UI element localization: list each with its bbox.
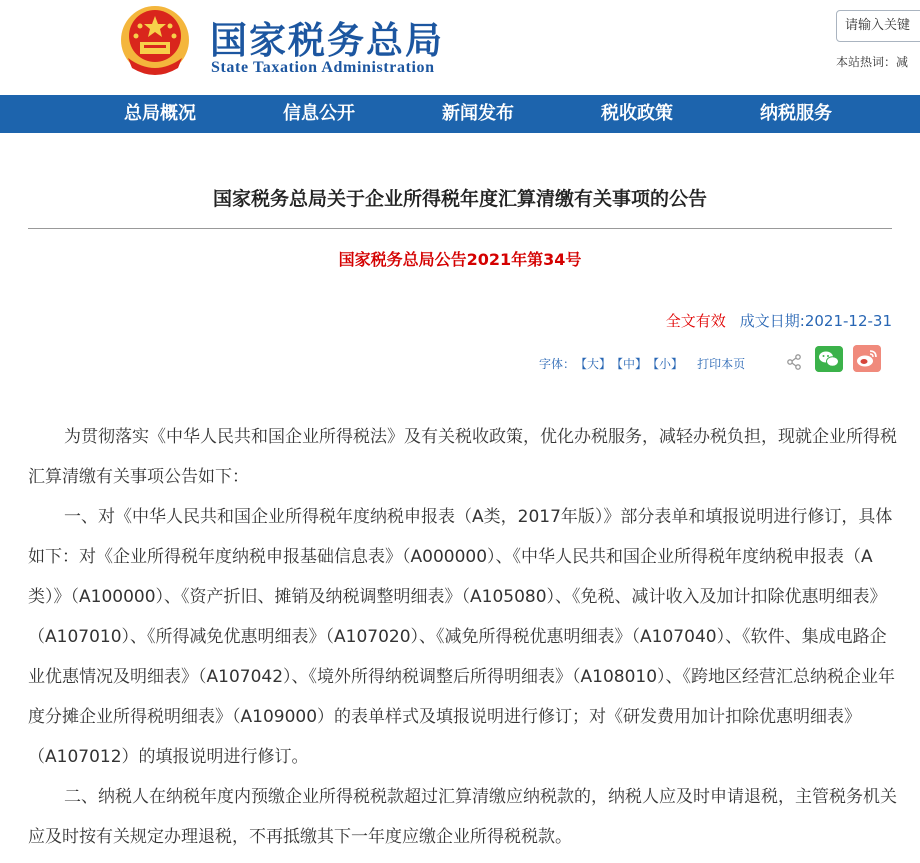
nav-item-info-disclosure[interactable]: 信息公开	[283, 103, 355, 124]
paragraph-item-1: 一、对《中华人民共和国企业所得税年度纳税申报表（A类，2017年版）》部分表单和填报说明进行修订，具体如下：对《企业所得税年度纳税申报基础信息表》（A000000）、《中华人民共和国企业所得税年度纳税申报表（A类）》（A100000）、《资产折旧、摊销及纳税调整明细表》（A105080）、《免税、减计收入及加计扣除优惠明细表》（A107010）、《所得减免优惠明细表》（A107020）、《减免所得税优惠明细表》（A107040）、《软件、集成电路企业优惠情况及明细表》（A107042）、《境外所得纳税调整后所得明细表》（A108010）、《跨地区经营汇总纳税企业年度分摊企业所得税明细表》（A109000）的表单样式及填报说明进行修订；对《研发费用加计扣除优惠明细表》（A107012）的填报说明进行修订。	[28, 507, 896, 767]
issue-date: 成文日期:2021-12-31	[739, 312, 892, 330]
article-meta	[666, 310, 892, 331]
site-logo-english[interactable]: State Taxation Administration	[211, 59, 435, 76]
paragraph-intro: 为贯彻落实《中华人民共和国企业所得税法》及有关税收政策，优化办税服务，减轻办税负担，现就企业所得税汇算清缴有关事项公告如下：	[28, 427, 897, 487]
share-icon[interactable]	[786, 354, 802, 370]
nav-item-overview[interactable]: 总局概况	[124, 103, 196, 124]
weibo-icon[interactable]	[853, 345, 881, 372]
wechat-icon[interactable]	[815, 346, 843, 372]
paragraph-item-2: 二、纳税人在纳税年度内预缴企业所得税税款超过汇算清缴应纳税款的，纳税人应及时申请退税，主管税务机关应及时按有关规定办理退税，不再抵缴其下一年度应缴企业所得税税款。	[28, 787, 897, 847]
national-emblem-icon	[120, 2, 190, 78]
site-logo-chinese[interactable]: 国家税务总局	[210, 19, 444, 62]
main-nav	[0, 95, 920, 133]
hot-keywords: 本站热词：减	[836, 55, 909, 69]
article-tools	[539, 355, 751, 372]
validity-status: 全文有效	[665, 312, 726, 330]
article-title: 国家税务总局关于企业所得税年度汇算清缴有关事项的公告	[212, 188, 707, 210]
article-body	[28, 417, 898, 857]
document-number: 国家税务总局公告2021年第34号	[338, 250, 582, 269]
search-input[interactable]: 请输入关键	[836, 10, 920, 42]
nav-item-tax-service[interactable]: 纳税服务	[760, 103, 832, 124]
font-small-button[interactable]: 【小】	[653, 357, 684, 371]
nav-item-tax-policy[interactable]: 税收政策	[601, 103, 673, 124]
font-size-label: 字体：	[539, 357, 576, 371]
title-divider	[28, 228, 892, 229]
font-medium-button[interactable]: 【中】	[617, 357, 648, 371]
font-large-button[interactable]: 【大】	[581, 357, 612, 371]
site-header	[0, 0, 920, 95]
print-button[interactable]: 打印本页	[697, 357, 746, 371]
nav-item-news[interactable]: 新闻发布	[442, 103, 514, 124]
